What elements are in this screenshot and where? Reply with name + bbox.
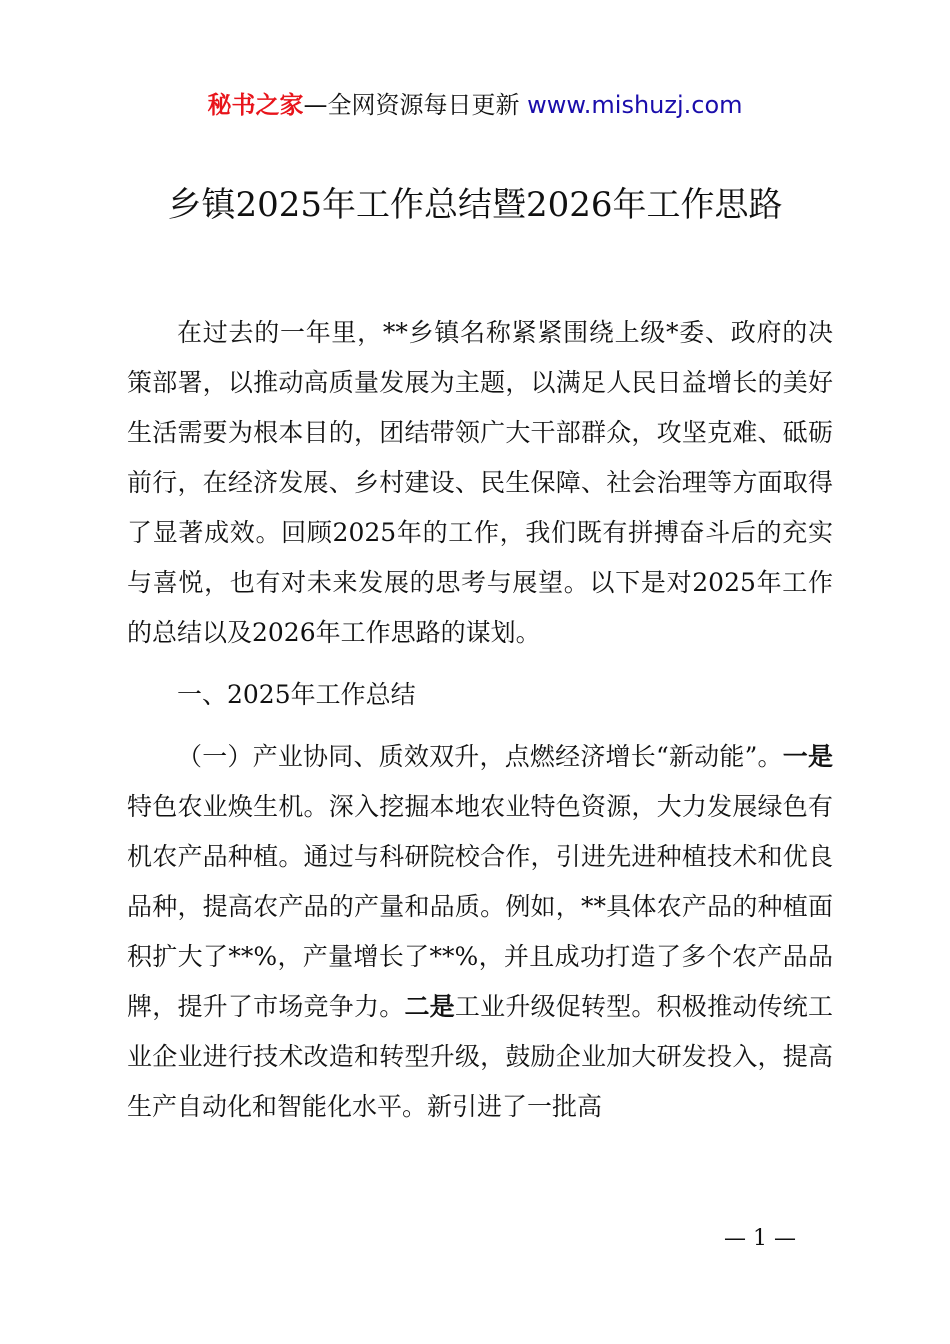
subsection-title: （一）产业协同、质效双升，点燃经济增长“新动能”。 xyxy=(177,742,783,771)
point2-text: 工业升级促转型。积极推动传统工业企业进行技术改造和转型升级，鼓励企业加大研发投入，提高生产自动化和智能化水平。新引进了一批高 xyxy=(127,992,833,1121)
site-header xyxy=(0,88,950,122)
intro-paragraph: 在过去的一年里，**乡镇名称紧紧围绕上级*委、政府的决策部署，以推动高质量发展为主题，以满足人民日益增长的美好生活需要为根本目的，团结带领广大干部群众，攻坚克难、砥砺前行，在经济发展、乡村建设、民生保障、社会治理等方面取得了显著成效。回顾2025年的工作，我们既有拼搏奋斗后的充实与喜悦，也有对未来发展的思考与展望。以下是对2025年工作的总结以及2026年工作思路的谋划。 xyxy=(127,318,833,647)
brand-name: 秘书之家 xyxy=(207,91,304,119)
document-body xyxy=(127,308,833,1132)
subsection-paragraph xyxy=(127,732,833,1132)
document-title: 乡镇2025年工作总结暨2026年工作思路 xyxy=(167,185,783,225)
header-url-link[interactable]: www.mishuzj.com xyxy=(527,91,743,119)
header-tagline: —全网资源每日更新 xyxy=(303,91,528,119)
page-number: — 1 — xyxy=(724,1226,796,1251)
point2-label: 二是 xyxy=(404,992,455,1021)
section-heading: 一、2025年工作总结 xyxy=(177,680,416,709)
point1-text: 特色农业焕生机。深入挖掘本地农业特色资源，大力发展绿色有机农产品种植。通过与科研院校合作，引进先进种植技术和优良品种，提高农产品的产量和品质。例如，**具体农产品的种植面积扩大了**%，产量增长了**%，并且成功打造了多个农产品品牌，提升了市场竞争力。 xyxy=(127,792,833,1021)
point1-label: 一是 xyxy=(782,742,833,771)
